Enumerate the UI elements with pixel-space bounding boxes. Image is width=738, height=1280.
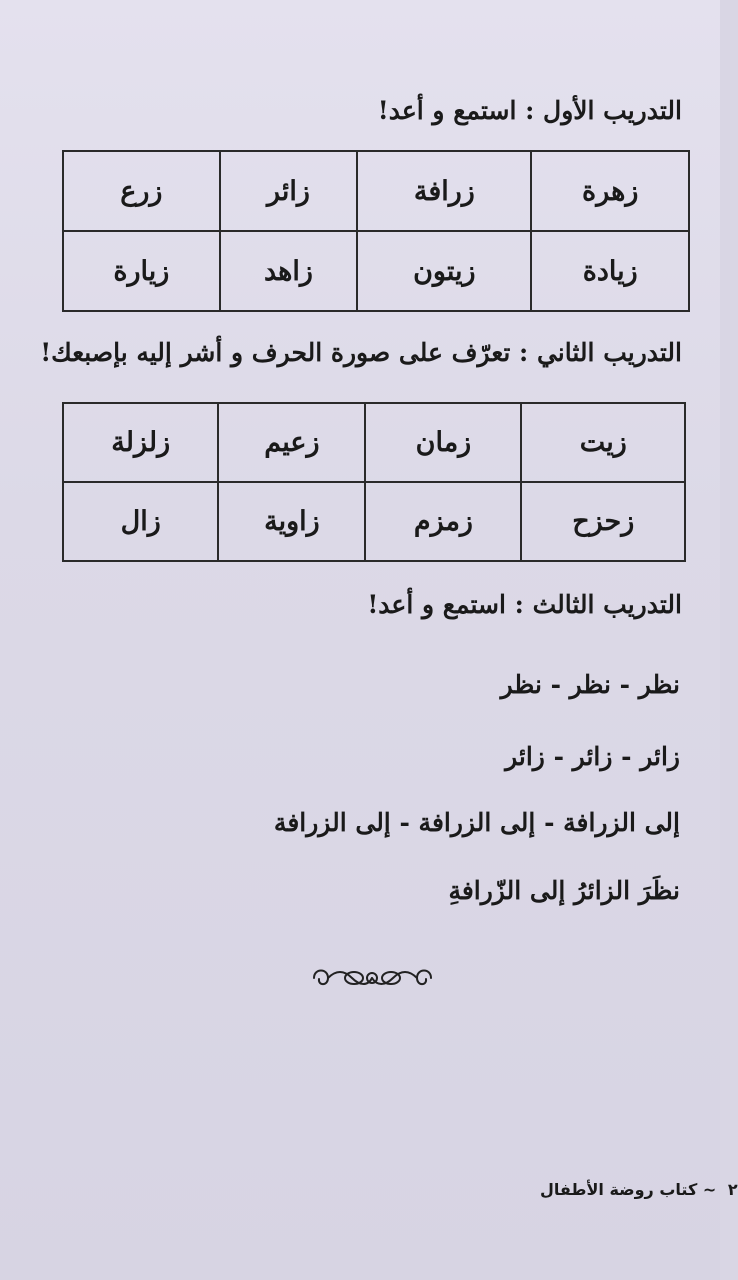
table-cell: زيارة <box>63 231 220 311</box>
table-row <box>63 231 689 311</box>
exercise-3-heading: التدريب الثالث : استمع و أعد! <box>367 590 682 619</box>
table-cell: زحزح <box>521 482 685 561</box>
exercise-3-line: نظر - نظر - نظر <box>500 670 680 699</box>
table-row <box>63 403 685 482</box>
exercise-1-table <box>62 150 690 312</box>
table-cell: زائر <box>220 151 358 231</box>
table-cell: زاهد <box>220 231 358 311</box>
table-cell: زمزم <box>365 482 521 561</box>
exercise-3-line: إلى الزرافة - إلى الزرافة - إلى الزرافة <box>273 808 680 837</box>
exercise-3-line: نظَرَ الزائرُ إلى الزّرافةِ <box>448 876 680 905</box>
table-cell: زاوية <box>218 482 365 561</box>
table-cell: زمان <box>365 403 521 482</box>
book-title: كتاب روضة الأطفال <box>540 1180 698 1199</box>
footer-separator: ~ <box>702 1180 717 1199</box>
table-row <box>63 482 685 561</box>
table-cell: زيتون <box>357 231 531 311</box>
flourish-ornament-icon <box>310 960 435 996</box>
table-cell: زلزلة <box>63 403 218 482</box>
table-cell: زيت <box>521 403 685 482</box>
exercise-2-heading: التدريب الثاني : تعرّف على صورة الحرف و أشر إليه بإصبعك! <box>40 338 682 367</box>
page-footer <box>540 1180 738 1199</box>
table-cell: زال <box>63 482 218 561</box>
table-row <box>63 151 689 231</box>
table-cell: زعيم <box>218 403 365 482</box>
table-cell: زرافة <box>357 151 531 231</box>
table-cell: زرع <box>63 151 220 231</box>
table-cell: زهرة <box>531 151 689 231</box>
table-cell: زيادة <box>531 231 689 311</box>
exercise-3-line: زائر - زائر - زائر <box>505 742 680 771</box>
exercise-1-heading: التدريب الأول : استمع و أعد! <box>377 96 682 125</box>
page-number: ٢ <box>727 1180 738 1199</box>
exercise-2-table <box>62 402 686 562</box>
